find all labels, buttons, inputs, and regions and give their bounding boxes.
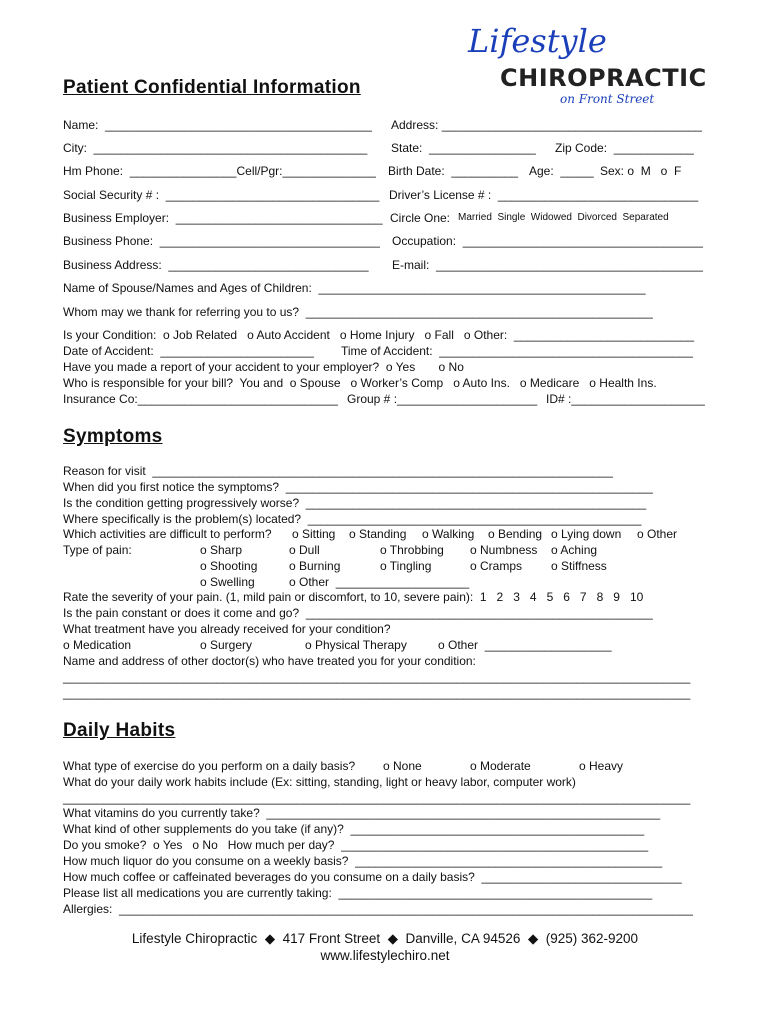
time-of-accident-field[interactable]: Time of Accident: ______________________________________ — [341, 344, 693, 358]
progressive-field[interactable]: Is the condition getting progressively worse? ___________________________________________________ — [63, 496, 647, 510]
pain-swelling[interactable]: o Swelling — [200, 575, 255, 589]
activity-walking[interactable]: o Walking — [422, 527, 475, 541]
footer-contact: Lifestyle Chiropractic ◆ 417 Front Street ◆ Danville, CA 94526 ◆ (925) 362-9200 — [131, 931, 639, 946]
vitamins-field[interactable]: What vitamins do you currently take? ___________________________________________________________ — [63, 806, 661, 820]
id-number-field[interactable]: ID# :____________________ — [546, 392, 705, 406]
coffee-field[interactable]: How much coffee or caffeinated beverages do you consume on a daily basis? ______________________________ — [63, 870, 682, 884]
city-field[interactable]: City: _________________________________________ — [63, 141, 368, 155]
treatment-physical-therapy[interactable]: o Physical Therapy — [305, 638, 407, 652]
activity-lying-down[interactable]: o Lying down — [551, 527, 622, 541]
treatment-question: What treatment have you already received for your condition? — [63, 622, 391, 636]
birth-date-field[interactable]: Birth Date: __________ — [388, 164, 519, 178]
pain-cramps[interactable]: o Cramps — [470, 559, 523, 573]
other-doctors-label: Name and address of other doctor(s) who have treated you for your condition: — [63, 654, 476, 668]
pain-tingling[interactable]: o Tingling — [380, 559, 432, 573]
pain-sharp[interactable]: o Sharp — [200, 543, 243, 557]
symptoms-heading: Symptoms — [63, 426, 163, 447]
age-field[interactable]: Age: _____ — [529, 164, 594, 178]
pain-aching[interactable]: o Aching — [551, 543, 598, 557]
problem-location-field[interactable]: Where specifically is the problem(s) located? __________________________________________________ — [63, 512, 642, 526]
medications-field[interactable]: Please list all medications you are currently taking: _______________________________________________ — [63, 886, 653, 900]
ssn-field[interactable]: Social Security # : ________________________________ — [63, 188, 380, 202]
treatment-surgery[interactable]: o Surgery — [200, 638, 253, 652]
pain-burning[interactable]: o Burning — [289, 559, 341, 573]
name-field[interactable]: Name: ________________________________________ — [63, 118, 372, 132]
supplements-field[interactable]: What kind of other supplements do you take (if any)? ____________________________________________ — [63, 822, 645, 836]
activity-standing[interactable]: o Standing — [349, 527, 407, 541]
pain-dull[interactable]: o Dull — [289, 543, 320, 557]
bill-responsible-options[interactable]: Who is responsible for your bill? You and o Spouse o Worker’s Comp o Auto Ins. o Medicare o Health Ins. — [63, 376, 657, 390]
work-habits-line[interactable]: ______________________________________________________________________________________________ — [63, 791, 691, 805]
pain-numbness[interactable]: o Numbness — [470, 543, 538, 557]
date-of-accident-field[interactable]: Date of Accident: _______________________ — [63, 344, 314, 358]
exercise-heavy[interactable]: o Heavy — [579, 759, 624, 773]
pain-shooting[interactable]: o Shooting — [200, 559, 258, 573]
exercise-question: What type of exercise do you perform on a daily basis? — [63, 759, 356, 773]
spouse-field[interactable]: Name of Spouse/Names and Ages of Children: _________________________________________________ — [63, 281, 646, 295]
sex-field[interactable]: Sex: o M o F — [600, 164, 682, 178]
business-phone-field[interactable]: Business Phone: _________________________________ — [63, 234, 380, 248]
circle-one-label: Circle One: — [390, 211, 451, 225]
activity-bending[interactable]: o Bending — [488, 527, 543, 541]
employer-report-question[interactable]: Have you made a report of your accident to your employer? o Yes o No — [63, 360, 464, 374]
pain-other[interactable]: o Other ____________________ — [289, 575, 470, 589]
condition-options[interactable]: Is your Condition: o Job Related o Auto Accident o Home Injury o Fall o Other: ___________________________ — [63, 328, 695, 342]
activities-label: Which activities are difficult to perform? — [63, 527, 272, 541]
logo-script: Lifestyle — [468, 22, 607, 60]
footer-website[interactable]: www.lifestylechiro.net — [320, 948, 450, 963]
liquor-field[interactable]: How much liquor do you consume on a weekly basis? ______________________________________________ — [63, 854, 663, 868]
other-doctors-line-2[interactable]: ______________________________________________________________________________________________ — [63, 686, 691, 700]
business-address-field[interactable]: Business Address: ______________________________ — [63, 258, 369, 272]
smoke-field[interactable]: Do you smoke? o Yes o No How much per day? ______________________________________________ — [63, 838, 649, 852]
group-number-field[interactable]: Group # :_____________________ — [347, 392, 538, 406]
exercise-none[interactable]: o None — [383, 759, 422, 773]
occupation-field[interactable]: Occupation: ____________________________________ — [392, 234, 703, 248]
logo-tagline: on Front Street — [560, 92, 655, 106]
first-notice-field[interactable]: When did you first notice the symptoms? _______________________________________________________ — [63, 480, 653, 494]
treatment-medication[interactable]: o Medication — [63, 638, 132, 652]
pain-type-label: Type of pain: — [63, 543, 132, 557]
treatment-other[interactable]: o Other ___________________ — [438, 638, 612, 652]
work-habits-question: What do your daily work habits include (Ex: sitting, standing, light or heavy labor, computer work) — [63, 775, 576, 789]
zip-field[interactable]: Zip Code: ____________ — [555, 141, 694, 155]
pain-severity-scale[interactable]: Rate the severity of your pain. (1, mild pain or discomfort, to 10, severe pain): 1 2 3 4 5 6 7 8 9 10 — [63, 590, 644, 604]
drivers-license-field[interactable]: Driver’s License # : ______________________________ — [389, 188, 699, 202]
referral-field[interactable]: Whom may we thank for referring you to us? ____________________________________________________ — [63, 305, 653, 319]
state-field[interactable]: State: ________________ — [391, 141, 536, 155]
exercise-moderate[interactable]: o Moderate — [470, 759, 531, 773]
daily-habits-heading: Daily Habits — [63, 720, 176, 741]
email-field[interactable]: E-mail: ________________________________________ — [392, 258, 703, 272]
hm-phone-field[interactable]: Hm Phone: ________________Cell/Pgr:______________ — [63, 164, 376, 178]
activity-other[interactable]: o Other — [637, 527, 678, 541]
page-title: Patient Confidential Information — [63, 77, 361, 98]
pain-stiffness[interactable]: o Stiffness — [551, 559, 607, 573]
pain-throbbing[interactable]: o Throbbing — [380, 543, 444, 557]
insurance-company-field[interactable]: Insurance Co:______________________________ — [63, 392, 338, 406]
logo-wordmark: CHIROPRACTIC — [500, 64, 707, 92]
reason-for-visit-field[interactable]: Reason for visit _____________________________________________________________________ — [63, 464, 613, 478]
allergies-field[interactable]: Allergies: ______________________________________________________________________________________ — [63, 902, 693, 916]
activity-sitting[interactable]: o Sitting — [292, 527, 336, 541]
pain-constant-field[interactable]: Is the pain constant or does it come and go? ____________________________________________________ — [63, 606, 653, 620]
address-field[interactable]: Address: _______________________________________ — [391, 118, 702, 132]
other-doctors-line-1[interactable]: ______________________________________________________________________________________________ — [63, 670, 691, 684]
employer-field[interactable]: Business Employer: _______________________________ — [63, 211, 383, 225]
marital-options[interactable]: Married Single Widowed Divorced Separated — [458, 212, 669, 223]
